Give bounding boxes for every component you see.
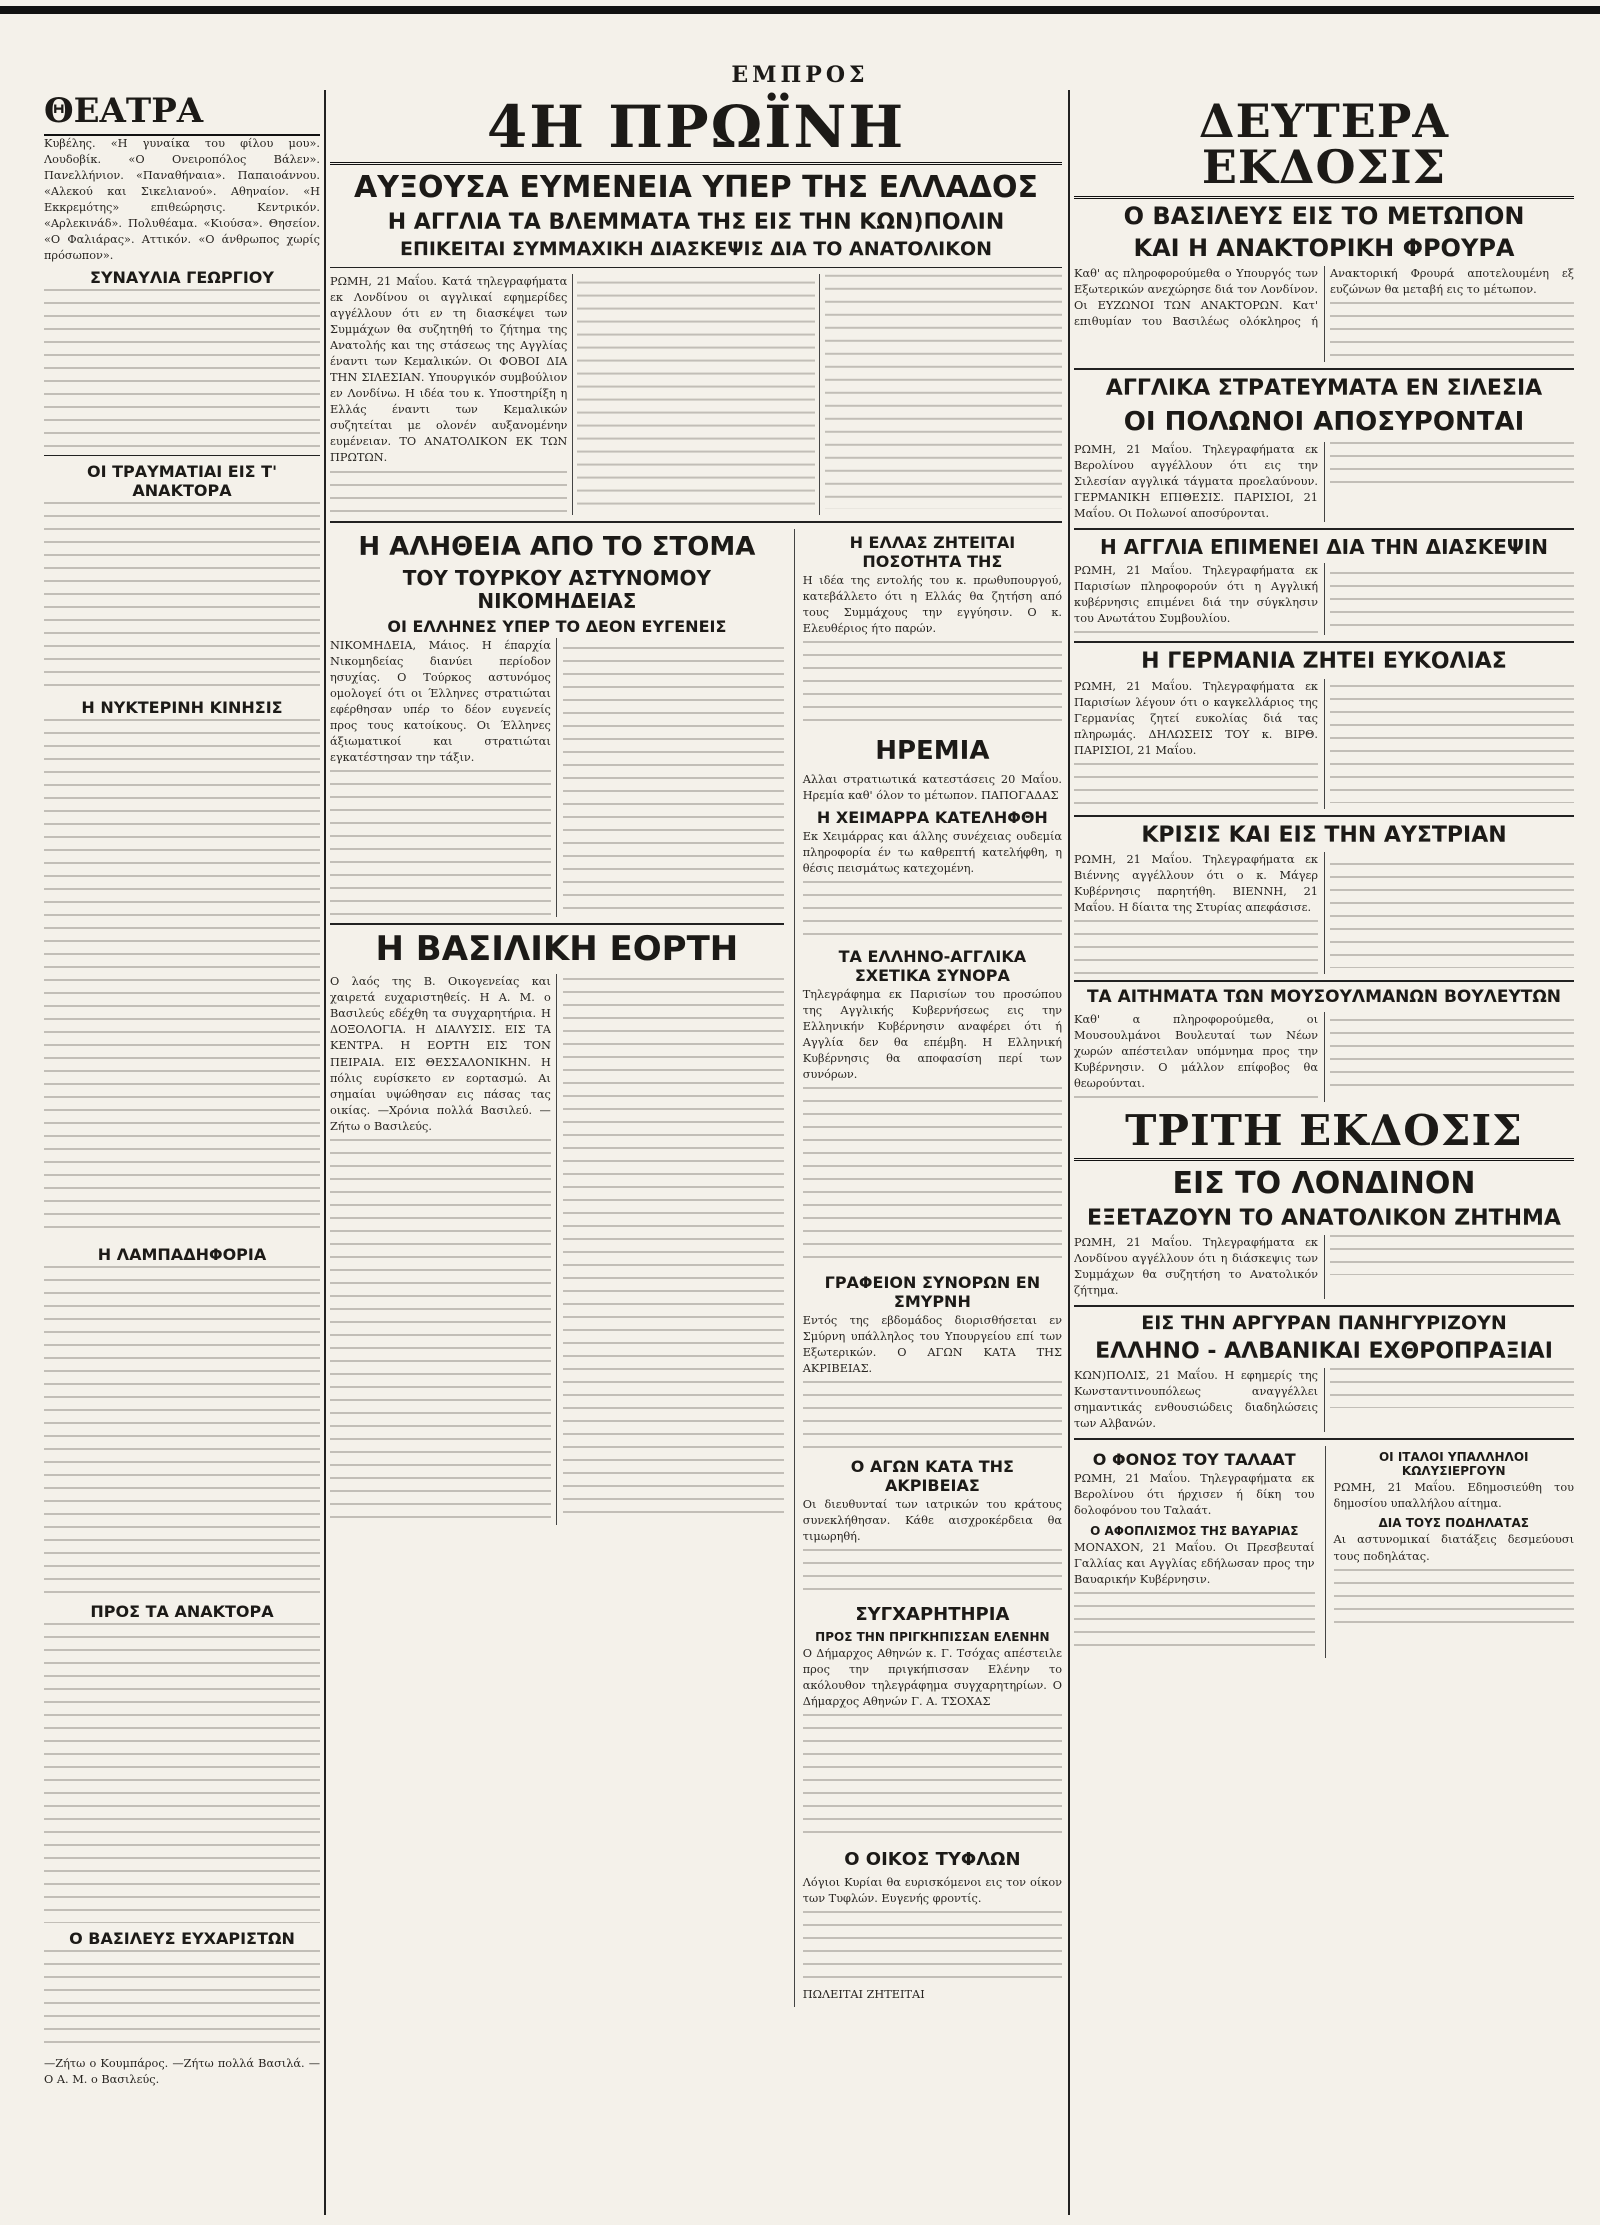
agathos-heading: ΤΑ ΕΛΛΗΝΟ-ΑΓΓΛΙΚΑ ΣΧΕΤΙΚΑ ΣΥΝΟΡΑ bbox=[838, 946, 1027, 985]
divider bbox=[1074, 1305, 1574, 1307]
divider bbox=[330, 267, 1062, 268]
xeim-heading: Η ΧΕΙΜΑΡΡΑ ΚΑΤΕΛΗΦΘΗ bbox=[816, 807, 1048, 827]
bavaria-heading: Ο ΑΦΟΠΛΙΣΜΟΣ ΤΗΣ ΒΑΥΑΡΙΑΣ bbox=[1090, 1523, 1299, 1538]
bavaria-text: ΜΟΝΑΧΟΝ, 21 Μαΐου. Οι Πρεσβευταί Γαλλίας και Αγγλίας εδήλωσαν προς την Βαυαρικήν Κυβέρνησιν. bbox=[1074, 1540, 1315, 1586]
eux-heading: Ο ΒΑΣΙΛΕΥΣ ΕΥΧΑΡΙΣΤΩΝ bbox=[69, 1929, 295, 1949]
column-right bbox=[1074, 90, 1574, 2215]
argyran-heading: ΕΙΣ ΤΗΝ ΑΡΓΥΡΑΝ ΠΑΝΗΓΥΡΙΖΟΥΝ bbox=[1141, 1312, 1507, 1335]
sub-headline-2: ΕΠΙΚΕΙΤΑΙ ΣΥΜΜΑΧΙΚΗ ΔΙΑΣΚΕΨΙΣ ΔΙΑ ΤΟ ΑΝΑΤΟΛΙΚΟΝ bbox=[399, 238, 993, 261]
eorti-heading: Η ΒΑΣΙΛΙΚΗ ΕΟΡΤΗ bbox=[375, 928, 739, 969]
article-body bbox=[803, 641, 1062, 731]
article-body bbox=[1074, 1592, 1315, 1652]
front-text: Καθ' ας πληροφορούμεθα ο Υπουργός των Εξωτερικών ανεχώρησε διά τον Λονδίνον. Οι ΕΥΖΩΝΟΙ ΤΩΝ ΑΝΑΚΤΟΡΩΝ. Κατ' επιθυμίαν του Βασιλέως ολόκληρος ή Ανακτορική Φρουρά αποτελουμένη εξ ευζώνων θα μεταβή εις το μέτωπον. bbox=[1074, 267, 1574, 329]
synavlia-heading: ΣΥΝΑΥΛΙΑ ΓΕΩΡΓΙΟΥ bbox=[90, 268, 274, 288]
article-body bbox=[44, 1950, 320, 2050]
third-edition-banner: ΤΡΙΤΗ ΕΚΔΟΣΙΣ bbox=[1074, 1102, 1574, 1161]
divider bbox=[44, 455, 320, 456]
aletheia-subheading-2: ΟΙ ΕΛΛΗΝΕΣ ΥΠΕΡ ΤΟ ΔΕΟΝ ΕΥΓΕΝΕΙΣ bbox=[387, 616, 727, 636]
bottom-section bbox=[1074, 1446, 1574, 1657]
silesia-heading: ΑΓΓΛΙΚΑ ΣΤΡΑΤΕΥΜΑΤΑ ΕΝ ΣΙΛΕΣΙΑ bbox=[1105, 376, 1543, 402]
main-headline: ΑΥΞΟΥΣΑ ΕΥΜΕΝΕΙΑ ΥΠΕΡ ΤΗΣ ΕΛΛΑΔΟΣ bbox=[354, 170, 1038, 205]
edition-banner: 4Η ΠΡΩΪΝΗ bbox=[330, 90, 1062, 165]
akriv-heading: Ο ΑΓΩΝ ΚΑΤΑ ΤΗΣ ΑΚΡΙΒΕΙΑΣ bbox=[850, 1457, 1014, 1496]
posota-text: Η ιδέα της εντολής του κ. πρωθυπουργού, κατεβάλλετο ότι η Ελλάς θα ζητήση από τους Συμμάχους την εγγύησιν. Ο κ. Ελευθέριος ήτο παρών. bbox=[802, 573, 1062, 636]
aletheia-subheading: ΤΟΥ ΤΟΥΡΚΟΥ ΑΣΤΥΝΟΜΟΥ ΝΙΚΟΜΗΔΕΙΑΣ bbox=[402, 565, 711, 613]
germania-heading: Η ΓΕΡΜΑΝΙΑ ΖΗΤΕΙ ΕΥΚΟΛΙΑΣ bbox=[1141, 649, 1507, 675]
column-divider bbox=[324, 90, 326, 2215]
eorti-text: Ο λαός της Β. Οικογενείας και χαιρετά ευχαριστηθείς. Η Α. Μ. ο Βασιλεύς εδέχθη τα συγχαρητήρια. Η ΔΟΞΟΛΟΓΙΑ. Η ΔΙΑΛΥΣΙΣ. ΕΙΣ ΤΑ ΚΕΝΤΡΑ. Η ΕΟΡΤΗ ΕΙΣ ΤΟΝ ΠΕΙΡΑΙΑ. ΕΙΣ ΘΕΣΣΑΛΟΝΙΚΗΝ. Η πόλις ευρίσκετο εν εορτασμώ. Αι σημαίαι υψώθησαν εις πάσας τας οικίας. —Χρόνια πολλά Βασιλεύ. —Ζήτω ο Βασιλεύς. bbox=[330, 975, 551, 1133]
austria-text: ΡΩΜΗ, 21 Μαΐου. Τηλεγραφήματα εκ Βιέννης αγγέλλουν ότι ο κ. Μάγερ Κυβέρνησις παρητήθη. ΒΙΕΝΝΗ, 21 Μαΐου. Η δίαιτα της Στυρίας απεφάσισε. bbox=[1074, 853, 1318, 915]
divider bbox=[1074, 528, 1574, 530]
aletheia-text: ΝΙΚΟΜΗΔΕΙΑ, Μάιος. Η έπαρχία Νικομηδείας διανύει περίοδον ησυχίας. Ο Τούρκος αστυνόμος ομολογεί ότι οι Έλληνες στρατιώται εφέρθησαν υπέρ το δέον ευγενείς προς τους κατοίκους. Οι Έλληνες άξιωματικοί και στρατιώται εγκατέστησαν την τάξιν. bbox=[330, 638, 551, 765]
podilates-heading: ΔΙΑ ΤΟΥΣ ΠΟΔΗΛΑΤΑΣ bbox=[1378, 1516, 1529, 1531]
front-subheading: ΚΑΙ Η ΑΝΑΚΤΟΡΙΚΗ ΦΡΟΥΡΑ bbox=[1133, 233, 1515, 262]
top-rule bbox=[0, 6, 1600, 14]
albanika-text: ΚΩΝ)ΠΟΛΙΣ, 21 Μαΐου. Η εφημερίς της Κωνσταντινουπόλεως αναγγέλλει σημαντικάς ενθουσιώδεις διαδηλώσεις των Αλβανών. bbox=[1074, 1369, 1318, 1431]
grafeion-text: Εντός της εβδομάδος διορισθήσεται εν Σμύρνη υπάλληλος του Υπουργείου επί των Εξωτερικών. Ο ΑΓΩΝ ΚΑΤΑ ΤΗΣ ΑΚΡΙΒΕΙΑΣ. bbox=[802, 1314, 1062, 1376]
closing-text: —Ζήτω ο Κουμπάρος. —Ζήτω πολλά Βασιλά. —Ο Α. Μ. ο Βασιλεύς. bbox=[44, 2057, 320, 2087]
trav-heading: ΟΙ ΤΡΑΥΜΑΤΙΑΙ ΕΙΣ Τ' ΑΝΑΚΤΟΡΑ bbox=[86, 462, 277, 501]
article-body bbox=[1330, 302, 1574, 362]
article-body bbox=[803, 1911, 1062, 1981]
austria-heading: ΚΡΙΣΙΣ ΚΑΙ ΕΙΣ ΤΗΝ ΑΥΣΤΡΙΑΝ bbox=[1141, 822, 1507, 848]
column-left bbox=[44, 90, 320, 2215]
nykt-heading: Η ΝΥΚΤΕΡΙΝΗ ΚΙΝΗΣΙΣ bbox=[81, 698, 283, 718]
masthead: ΕΜΠΡΟΣ bbox=[731, 62, 869, 88]
ypallhloi-text: ΡΩΜΗ, 21 Μαΐου. Εδημοσιεύθη του δημοσίου υπαλλήλου αίτημα. bbox=[1333, 1481, 1574, 1511]
theatres-banner: ΘΕΑΤΡΑ bbox=[44, 90, 320, 136]
epimenei-heading: Η ΑΓΓΛΙΑ ΕΠΙΜΕΝΕΙ ΔΙΑ ΤΗΝ ΔΙΑΣΚΕΨΙΝ bbox=[1099, 535, 1549, 560]
divider bbox=[1074, 641, 1574, 643]
article-body bbox=[1330, 1368, 1574, 1408]
sub-headline: Η ΑΓΓΛΙΑ ΤΑ ΒΛΕΜΜΑΤΑ ΤΗΣ ΕΙΣ ΤΗΝ ΚΩΝ)ΠΟΛΙΝ bbox=[387, 210, 1005, 235]
aletheia-heading: Η ΑΛΗΘΕΙΑ ΑΠΟ ΤΟ ΣΤΟΜΑ bbox=[358, 531, 756, 562]
epimenei-text: ΡΩΜΗ, 21 Μαΐου. Τηλεγραφήματα εκ Παρισίων πληροφορούν ότι η Αγγλική κυβέρνησις επιμένει διά την σύγκλησιν του Ανωτάτου Συμβουλίου. bbox=[1074, 564, 1318, 626]
divider bbox=[1074, 815, 1574, 817]
silesia-text: ΡΩΜΗ, 21 Μαΐου. Τηλεγραφήματα εκ Βερολίνου αγγέλλουν ότι εις την Σιλεσίαν αγγλικά τάγματα προελαύνουν. ΓΕΡΜΑΝΙΚΗ ΕΠΙΘΕΣΙΣ. ΠΑΡΙΣΙΟΙ, 21 Μαΐου. Οι Πολωνοί αποσύρονται. bbox=[1074, 443, 1318, 521]
article-body bbox=[1330, 442, 1574, 492]
article-body bbox=[803, 1549, 1062, 1599]
talaat-text: ΡΩΜΗ, 21 Μαΐου. Τηλεγραφήματα εκ Βερολίνου ότι ήρχισεν ή δίκη του δολοφόνου του Ταλαάτ. bbox=[1074, 1472, 1315, 1518]
ypallhloi-heading: ΟΙ ΙΤΑΛΟΙ ΥΠΑΛΛΗΛΟΙ ΚΩΛΥΣΙΕΡΓΟΥΝ bbox=[1378, 1450, 1529, 1479]
article-body bbox=[44, 1623, 320, 1923]
podilates-text: Αι αστυνομικαί διατάξεις δεσμεύουσι τους ποδηλάτας. bbox=[1333, 1533, 1574, 1563]
front-heading: Ο ΒΑΣΙΛΕΥΣ ΕΙΣ ΤΟ ΜΕΤΩΠΟΝ bbox=[1123, 202, 1525, 230]
article-body bbox=[803, 1714, 1062, 1844]
divider bbox=[1074, 368, 1574, 370]
article-body bbox=[803, 881, 1062, 941]
article-body bbox=[44, 719, 320, 1239]
lead-article bbox=[330, 274, 1062, 515]
iremia-text: Αλλαι στρατιωτικά κατεστάσεις 20 Μαΐου. Ηρεμία καθ' όλον το μέτωπον. ΠΑΠΟΓΑΔΑΣ bbox=[802, 772, 1062, 802]
agathos-text: Τηλεγράφημα εκ Παρισίων του προσώπου της Αγγλικής Κυβερνήσεως εις την Ελληνικήν Κυβέρνησιν αναφέρει ότι ή Αγγλία δεν θα επέμβη. Η Ελληνική Κυβέρνησις θα αποφασίση περί των συνόρων. bbox=[802, 987, 1062, 1081]
xeim-text: Εκ Χειμάρρας και άλλης συνέχειας ουδεμία πληροφορία έν τω καθρεπτή κατελήφθη, η θέσις πεισμάτως κατεχομένη. bbox=[802, 829, 1062, 875]
article-body bbox=[44, 289, 320, 449]
oikos-heading: Ο ΟΙΚΟΣ ΤΥΦΛΩΝ bbox=[844, 1849, 1021, 1871]
london-heading: ΕΙΣ ΤΟ ΛΟΝΔΙΝΟΝ bbox=[1172, 1165, 1476, 1201]
theatres-text: Κυβέλης. «Η γυναίκα του φίλου μου». Λουδοβίκ. «Ο Ονειροπόλος Βάλεν». Πανελλήνιον. «Παναθήναια». Παπαιοάννου. «Αλεκού και Σικελιανού». Αθηναίον. «Η Εκκρεμότης» επιθεώρησις. Κεντρικόν. «Αρλεκινάδ». Πολυθέαμα. «Κιούσα». Θησείον. «Ο Φαλιάρας». Αττικόν. «Ο άνθρωπος χωρίς πρόσωπον». bbox=[44, 137, 320, 263]
sygx-subheading: ΠΡΟΣ ΤΗΝ ΠΡΙΓΚΗΠΙΣΣΑΝ ΕΛΕΝΗΝ bbox=[815, 1629, 1050, 1644]
polonoi-heading: ΟΙ ΠΟΛΩΝΟΙ ΑΠΟΣΥΡΟΝΤΑΙ bbox=[1123, 406, 1525, 437]
divider bbox=[330, 521, 1062, 523]
second-edition-banner: ΔΕΥΤΕΡΑ ΕΚΔΟΣΙΣ bbox=[1074, 90, 1574, 199]
divider bbox=[330, 923, 784, 925]
posota-heading: Η ΕΛΛΑΣ ΖΗΤΕΙΤΑΙ ΠΟΣΟΤΗΤΑ ΤΗΣ bbox=[849, 532, 1016, 571]
column-divider bbox=[1068, 90, 1070, 2215]
article-body bbox=[44, 1266, 320, 1596]
mousoulmanoi-heading: ΤΑ ΑΙΤΗΜΑΤΑ ΤΩΝ ΜΟΥΣΟΥΛΜΑΝΩΝ ΒΟΥΛΕΥΤΩΝ bbox=[1086, 987, 1562, 1008]
exetazoun-heading: ΕΞΕΤΑΖΟΥΝ ΤΟ ΑΝΑΤΟΛΙΚΟΝ ΖΗΤΗΜΑ bbox=[1087, 1205, 1561, 1231]
article-body bbox=[803, 1381, 1062, 1451]
column-center bbox=[330, 90, 1062, 2215]
talaat-heading: Ο ΦΟΝΟΣ ΤΟΥ ΤΑΛΑΑΤ bbox=[1092, 1450, 1296, 1470]
iremia-heading: ΗΡΕΜΙΑ bbox=[875, 736, 990, 767]
article-body bbox=[1334, 1569, 1575, 1629]
divider bbox=[1074, 1438, 1574, 1440]
article-body bbox=[1330, 1235, 1574, 1275]
pros-heading: ΠΡΟΣ ΤΑ ΑΝΑΚΤΟΡΑ bbox=[90, 1602, 274, 1622]
london-text: ΡΩΜΗ, 21 Μαΐου. Τηλεγραφήματα εκ Λονδίνου αγγέλλουν ότι η διάσκεψις των Συμμάχων θα συζητήση το Ανατολικόν ζήτημα. bbox=[1074, 1236, 1318, 1298]
poleitai-text: ΠΩΛΕΙΤΑΙ ΖΗΤΕΙΤΑΙ bbox=[802, 1987, 925, 2001]
mid-section bbox=[330, 529, 1062, 2007]
sygx-heading: ΣΥΓΧΑΡΗΤΗΡΙΑ bbox=[855, 1604, 1010, 1626]
article-body bbox=[803, 1087, 1062, 1267]
lead-text: ΡΩΜΗ, 21 Μαΐου. Κατά τηλεγραφήματα εκ Λονδίνου οι αγγλικαί εφημερίδες αγγέλλουν ότι εν τη διασκέψει των Συμμάχων θα συζητηθή το ζήτημα της Ανατολής και της στάσεως της Αγγλίας έναντι των Κεμαλικών. Οι ΦΟΒΟΙ ΔΙΑ ΤΗΝ ΣΙΛΕΣΙΑΝ. Υπουργικόν συμβούλιον εν Λονδίνω. Η ιδέα του κ. Υποστηρίξη η Ελλάς έναντι των Κεμαλικών συζητείται με ολονέν αυξανομένην ευμένειαν. ΤΟ ΑΝΑΤΟΛΙΚΟΝ ΕΚ ΤΩΝ ΠΡΩΤΩΝ. bbox=[330, 275, 568, 465]
divider bbox=[1074, 980, 1574, 982]
grafeion-heading: ΓΡΑΦΕΙΟΝ ΣΥΝΟΡΩΝ ΕΝ ΣΜΥΡΝΗ bbox=[824, 1273, 1041, 1311]
lampa-heading: Η ΛΑΜΠΑΔΗΦΟΡΙΑ bbox=[97, 1245, 267, 1265]
sygx-text: Ο Δήμαρχος Αθηνών κ. Γ. Τσόχας απέστειλε προς την πριγκήπισσαν Ελένην το ακόλουθον τηλεγράφημα συγχαρητηρίων. Ο Δήμαρχος Αθηνών Γ. Α. ΤΣΟΧΑΣ bbox=[802, 1646, 1062, 1708]
article-body bbox=[44, 502, 320, 692]
germania-text: ΡΩΜΗ, 21 Μαΐου. Τηλεγραφήματα εκ Παρισίων λέγουν ότι ο καγκελλάριος της Γερμανίας ζητεί ευκολίας διά τας πληρωμάς. ΔΗΛΩΣΕΙΣ ΤΟΥ κ. ΒΙΡΘ. ΠΑΡΙΣΙΟΙ, 21 Μαΐου. bbox=[1074, 679, 1318, 757]
albanika-heading: ΕΛΛΗΝΟ - ΑΛΒΑΝΙΚΑΙ ΕΧΘΡΟΠΡΑΞΙΑΙ bbox=[1095, 1338, 1553, 1364]
akriv-text: Οι διευθυνταί των ιατρικών του κράτους συνεκλήθησαν. Κάθε αισχροκέρδεια θα τιμωρηθή. bbox=[802, 1498, 1062, 1544]
mousoulmanoi-text: Καθ' α πληροφορούμεθα, οι Μουσουλμάνοι Βουλευταί των Νέων χωρών απέστειλαν υπόμνημα προς την Κυβέρνησιν. Ο μάλλον επίφοβος θα θεωρούνται. bbox=[1074, 1012, 1318, 1090]
oikos-text: Λόγιοι Κυρίαι θα ευρισκόμενοι εις τον οίκον των Τυφλών. Ευγενής φροντίς. bbox=[802, 1875, 1062, 1905]
